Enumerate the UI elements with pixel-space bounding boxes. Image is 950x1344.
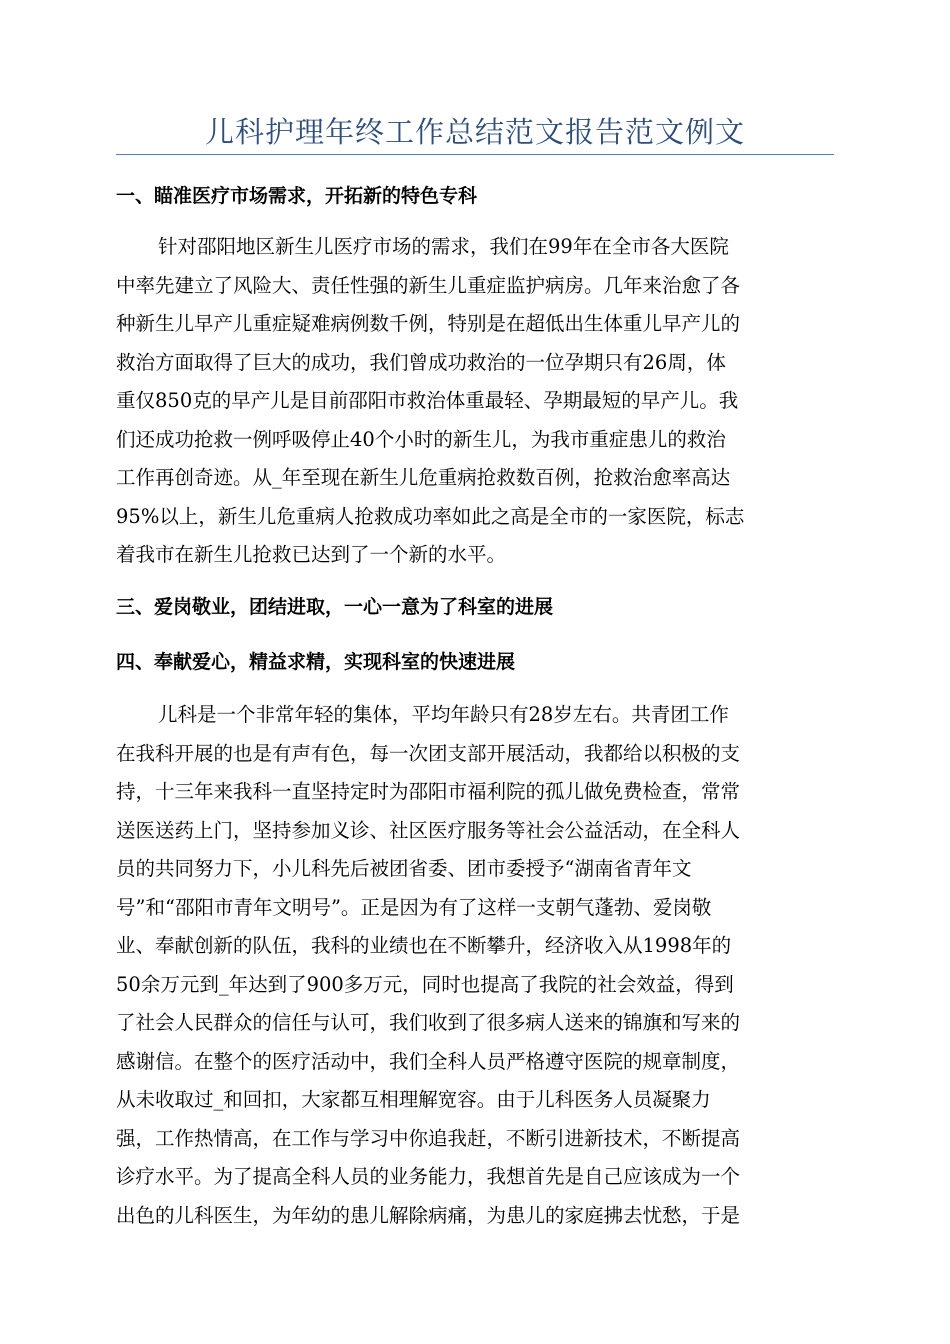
paragraph-line: 送医送药上门，坚持参加义诊、社区医疗服务等社会公益活动，在全科人 bbox=[116, 818, 741, 842]
paragraph-line: 出色的儿科医生，为年幼的患儿解除病痛，为患儿的家庭拂去忧愁，于是 bbox=[116, 1203, 741, 1227]
paragraph-line: 50余万元到_年达到了900多万元，同时也提高了我院的社会效益，得到 bbox=[116, 972, 734, 996]
section-heading-1: 一、瞄准医疗市场需求，开拓新的特色专科 bbox=[116, 185, 478, 207]
paragraph-line: 持，十三年来我科一直坚持定时为邵阳市福利院的孤儿做免费检查，常常 bbox=[116, 780, 741, 803]
paragraph-line: 着我市在新生儿抢救已达到了一个新的水平。 bbox=[116, 543, 507, 566]
paragraph-line: 了社会人民群众的信任与认可，我们收到了很多病人送来的锦旗和写来的 bbox=[116, 1011, 741, 1034]
paragraph-line: 救治方面取得了巨大的成功，我们曾成功救治的一位孕期只有26周，体 bbox=[116, 350, 726, 374]
document-title: 儿科护理年终工作总结范文报告范文例文 bbox=[204, 115, 745, 149]
paragraph-1 bbox=[116, 228, 836, 575]
paragraph-line: 们还成功抢救一例呼吸停止40个小时的新生儿，为我市重症患儿的救治 bbox=[116, 427, 726, 451]
paragraph-line: 诊疗水平。为了提高全科人员的业务能力，我想首先是自己应该成为一个 bbox=[116, 1165, 741, 1188]
paragraph-line: 针对邵阳地区新生儿医疗市场的需求，我们在99年在全市各大医院 bbox=[158, 235, 729, 258]
paragraph-line: 重仅850克的早产儿是目前邵阳市救治体重最轻、孕期最短的早产儿。我 bbox=[116, 389, 739, 412]
paragraph-line: 工作再创奇迹。从_年至现在新生儿危重病抢救数百例，抢救治愈率高达 bbox=[116, 466, 731, 489]
section-heading-3: 三、爱岗敬业，团结进取，一心一意为了科室的进展 bbox=[116, 596, 554, 618]
paragraph-line: 员的共同努力下，小儿科先后被团省委、团市委授予“湖南省青年文 bbox=[116, 857, 692, 880]
paragraph-line: 在我科开展的也是有声有色，每一次团支部开展活动，我都给以积极的支 bbox=[116, 741, 741, 765]
section-heading-4: 四、奉献爱心，精益求精，实现科室的快速进展 bbox=[116, 651, 516, 673]
paragraph-line: 中率先建立了风险大、责任性强的新生儿重症监护病房。几年来治愈了各 bbox=[116, 273, 741, 297]
paragraph-line: 强，工作热情高，在工作与学习中你追我赶，不断引进新技术，不断提高 bbox=[116, 1126, 741, 1150]
paragraph-2 bbox=[116, 696, 836, 1235]
paragraph-line: 业、奉献创新的队伍，我科的业绩也在不断攀升，经济收入从1998年的 bbox=[116, 934, 732, 957]
paragraph-line: 从未收取过_和回扣，大家都互相理解宽容。由于儿科医务人员凝聚力 bbox=[116, 1088, 711, 1111]
paragraph-line: 儿科是一个非常年轻的集体，平均年龄只有28岁左右。共青团工作 bbox=[158, 703, 729, 726]
paragraph-line: 95%以上，新生儿危重病人抢救成功率如此之高是全市的一家医院，标志 bbox=[116, 504, 745, 528]
title-underline bbox=[116, 154, 834, 155]
paragraph-line: 号”和“邵阳市青年文明号”。正是因为有了这样一支朝气蓬勃、爱岗敬 bbox=[116, 895, 712, 919]
paragraph-line: 感谢信。在整个的医疗活动中，我们全科人员严格遵守医院的规章制度， bbox=[116, 1049, 741, 1073]
paragraph-line: 种新生儿早产儿重症疑难病例数千例，特别是在超低出生体重儿早产儿的 bbox=[116, 312, 741, 335]
